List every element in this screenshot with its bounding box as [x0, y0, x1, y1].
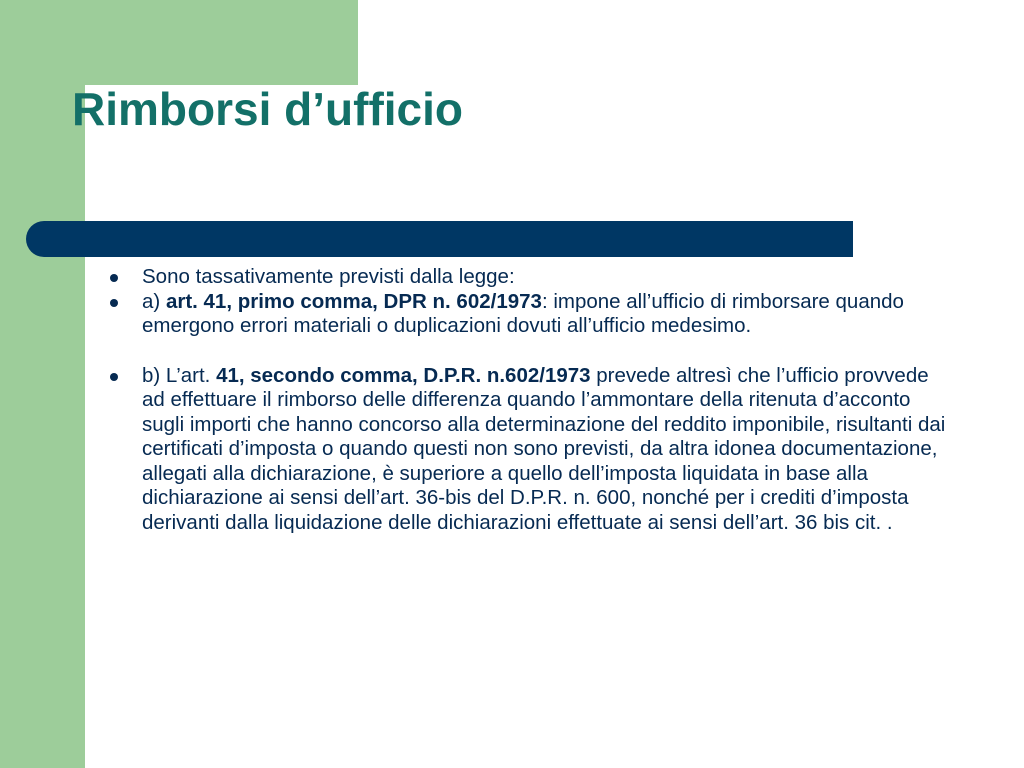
title-divider-bar — [26, 221, 853, 257]
slide-title: Rimborsi d’ufficio — [72, 83, 463, 135]
bullet-item-3 — [100, 364, 950, 536]
bullet-2-prefix: a) — [142, 289, 166, 313]
bullet-2-law-reference: art. 41, primo comma, DPR n. 602/1973 — [165, 289, 542, 313]
bullet-dot-icon — [110, 299, 118, 307]
bullet-1-text: Sono tassativamente previsti dalla legge: — [142, 265, 515, 288]
bullet-item-2 — [100, 290, 950, 339]
bullet-dot-icon — [110, 274, 118, 282]
bullet-3-law-reference: 41, secondo comma, D.P.R. n.602/1973 — [216, 363, 591, 387]
bullet-list — [100, 265, 950, 535]
bullet-2-text: : impone all’ufficio di rimborsare quando emergono errori materiali o duplicazioni dovuti all’ufficio medesimo. — [142, 289, 904, 337]
green-top-block — [0, 0, 358, 85]
bullet-3-text: prevede altresì che l’ufficio provvede ad effettuare il rimborso delle differenza quando l’ammontare della ritenuta d’acconto sugli importi che hanno concorso alla determinazione del reddito imponibile, risultanti dai certificati d’imposta o quando questi non sono previsti, da altra idonea documentazione, allegati alla dichiarazione, è superiore a quello dell’imposta liquidata in base alla dichiarazione ai sensi dell’art. 36-bis del D.P.R. n. 600, nonché per i crediti d’imposta derivanti dalla liquidazione delle dichiarazioni effettuate ai sensi dell’art. 36 bis cit. . — [142, 363, 946, 534]
bullet-3-prefix: b) L’art. — [142, 363, 217, 387]
bullet-dot-icon — [110, 373, 118, 381]
bullet-item-1 — [100, 265, 950, 290]
